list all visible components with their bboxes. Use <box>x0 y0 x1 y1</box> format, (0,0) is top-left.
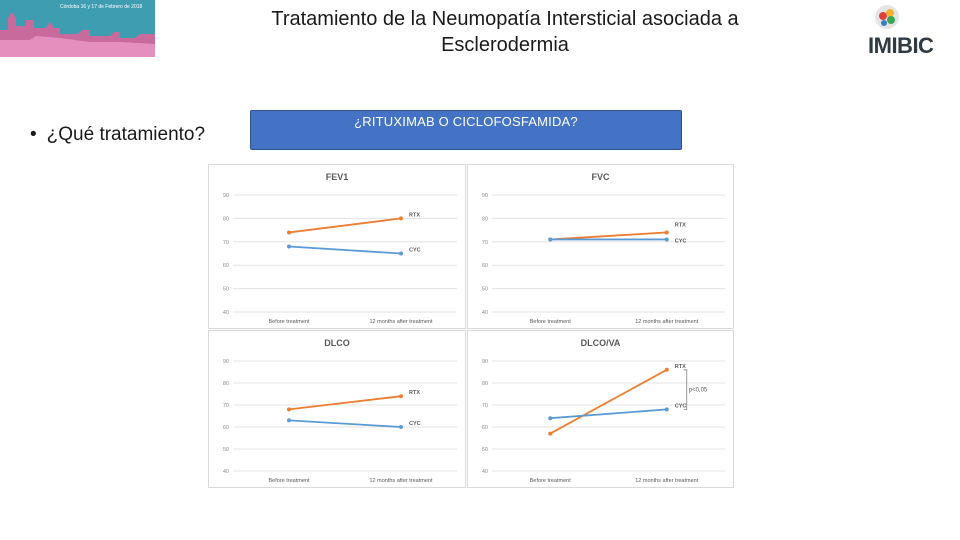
y-tick-label: 40 <box>222 310 229 316</box>
x-tick-label: Before treatment <box>529 478 571 484</box>
chart-dlco-va <box>467 330 734 488</box>
series-label: RTX <box>409 390 420 397</box>
data-point-cyc <box>399 252 403 256</box>
x-tick-label: Before treatment <box>268 478 310 484</box>
chart-title: FVC <box>591 172 610 182</box>
chart-plot <box>468 331 735 489</box>
bullet-point <box>30 124 205 146</box>
y-tick-label: 90 <box>481 193 488 199</box>
series-line-rtx <box>289 218 401 232</box>
chart-title: DLCO <box>324 338 350 348</box>
y-tick-label: 40 <box>481 310 488 316</box>
y-tick-label: 90 <box>222 193 229 199</box>
chart-title: DLCO/VA <box>580 338 621 348</box>
congress-banner <box>0 0 155 57</box>
y-tick-label: 50 <box>481 286 488 293</box>
y-tick-label: 50 <box>222 447 229 453</box>
y-tick-label: 70 <box>481 239 488 246</box>
data-point-rtx <box>665 230 669 234</box>
data-point-rtx <box>287 407 291 411</box>
chart-dlco <box>208 330 466 488</box>
slide-title <box>215 6 795 58</box>
y-tick-label: 80 <box>481 381 488 387</box>
y-tick-label: 70 <box>222 403 229 409</box>
data-point-rtx <box>399 394 403 398</box>
logo-text: IMIBIC <box>868 33 934 58</box>
x-tick-label: 12 months after treatment <box>635 319 699 325</box>
data-point-cyc <box>548 416 552 420</box>
y-tick-label: 60 <box>222 425 229 431</box>
series-label: CYC <box>674 238 687 245</box>
x-tick-label: Before treatment <box>268 319 310 325</box>
y-tick-label: 50 <box>481 447 488 453</box>
series-label: CYC <box>409 421 421 427</box>
data-point-rtx <box>399 216 403 220</box>
chart-fvc <box>467 164 734 329</box>
data-point-rtx <box>548 432 552 436</box>
data-point-cyc <box>548 237 552 241</box>
series-line-cyc <box>289 420 401 427</box>
y-tick-label: 90 <box>481 359 488 365</box>
series-label: RTX <box>674 363 686 370</box>
series-line-cyc <box>550 409 667 418</box>
data-point-rtx <box>287 230 291 234</box>
y-tick-label: 90 <box>222 359 229 365</box>
data-point-cyc <box>665 407 669 411</box>
significance-label: p<0,05 <box>688 387 708 394</box>
chart-plot <box>209 165 467 330</box>
x-tick-label: 12 months after treatment <box>369 319 433 325</box>
chart-fev1 <box>208 164 466 329</box>
y-tick-label: 80 <box>481 216 488 223</box>
y-tick-label: 60 <box>481 425 488 431</box>
banner-text: Córdoba 16 y 17 de Febrero de 2018 <box>60 4 143 10</box>
data-point-rtx <box>665 368 669 372</box>
imibic-logo <box>862 2 958 60</box>
title-line-2: Esclerodermia <box>441 34 569 56</box>
data-point-cyc <box>287 244 291 248</box>
question-text: ¿RITUXIMAB O CICLOFOSFAMIDA? <box>354 114 578 129</box>
chart-plot <box>468 165 735 330</box>
y-tick-label: 80 <box>222 381 229 387</box>
y-tick-label: 40 <box>481 469 488 475</box>
series-label: RTX <box>674 222 686 229</box>
series-label: CYC <box>409 247 421 254</box>
question-box <box>250 110 682 150</box>
series-line-rtx <box>550 232 667 239</box>
data-point-cyc <box>399 425 403 429</box>
y-tick-label: 60 <box>481 263 488 270</box>
bullet-dot-icon: • <box>30 124 37 145</box>
series-line-cyc <box>289 246 401 253</box>
y-tick-label: 40 <box>222 469 229 475</box>
y-tick-label: 60 <box>222 263 229 270</box>
title-line-1: Tratamiento de la Neumopatía Intersticial asociada a <box>271 8 739 30</box>
series-label: RTX <box>409 212 420 219</box>
x-tick-label: Before treatment <box>529 319 571 325</box>
y-tick-label: 70 <box>481 403 488 409</box>
series-line-rtx <box>289 396 401 409</box>
y-tick-label: 80 <box>222 216 229 223</box>
x-tick-label: 12 months after treatment <box>635 478 699 484</box>
chart-title: FEV1 <box>325 172 349 182</box>
series-label: CYC <box>674 403 687 410</box>
logo-mark-icon <box>866 2 926 34</box>
data-point-cyc <box>287 418 291 422</box>
chart-plot <box>209 331 467 489</box>
x-tick-label: 12 months after treatment <box>369 478 433 484</box>
data-point-cyc <box>665 237 669 241</box>
bullet-text: ¿Qué tratamiento? <box>46 124 206 145</box>
y-tick-label: 70 <box>222 239 229 246</box>
series-line-rtx <box>550 370 667 434</box>
y-tick-label: 50 <box>222 286 229 293</box>
